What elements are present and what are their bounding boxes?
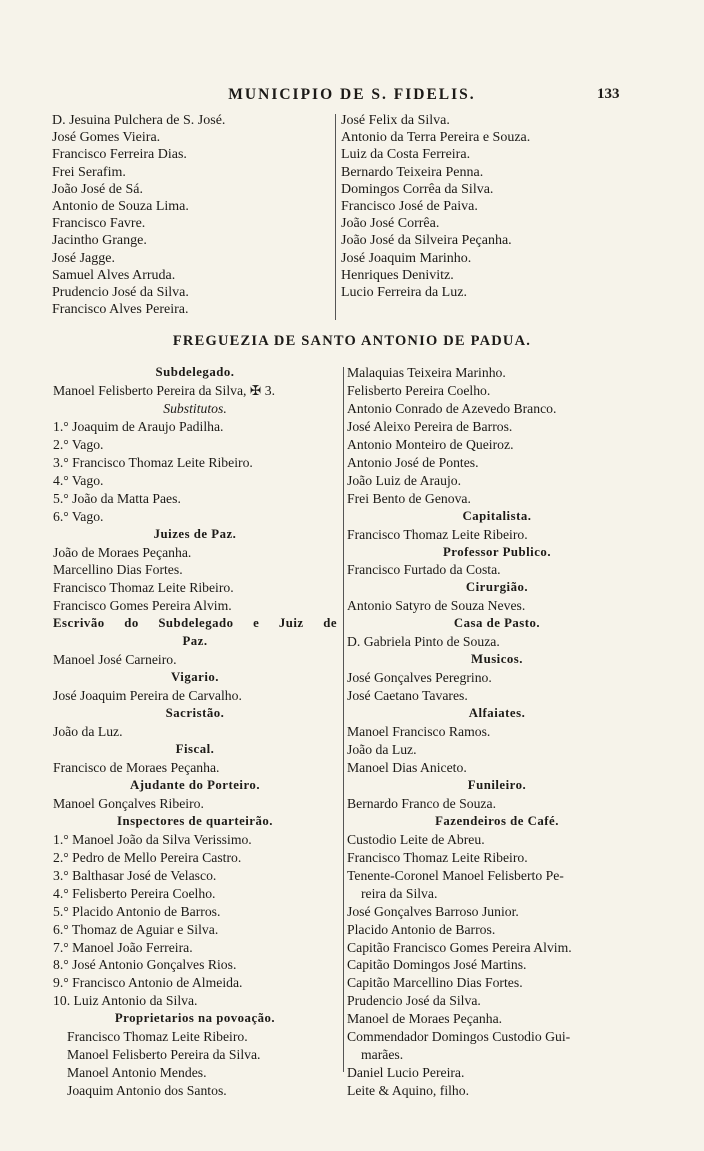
escrivao-heading-cont: Paz. — [182, 634, 208, 649]
list-item: 7.° Manoel João Ferreira. — [53, 939, 193, 955]
top-right-column — [341, 112, 530, 301]
list-item: Capitão Marcellino Dias Fortes. — [347, 975, 523, 991]
list-item: D. Jesuina Pulchera de S. José. — [52, 113, 226, 128]
page-number: 133 — [597, 86, 620, 102]
list-item: 3.° Balthasar José de Velasco. — [53, 867, 217, 883]
list-item: Francisco Thomaz Leite Ribeiro. — [67, 1029, 248, 1045]
column-divider — [335, 114, 336, 320]
list-item: Antonio José de Pontes. — [347, 454, 479, 470]
page-header-title: MUNICIPIO DE S. FIDELIS. — [228, 86, 476, 103]
escrivao-name: Manoel José Carneiro. — [53, 652, 177, 668]
sacristao-heading: Sacristão. — [165, 706, 225, 721]
list-item: 10. Luiz Antonio da Silva. — [53, 993, 198, 1009]
proprietarios-heading: Proprietarios na povoação. — [114, 1011, 276, 1026]
list-item: Daniel Lucio Pereira. — [347, 1065, 465, 1081]
funileiro-heading: Funileiro. — [467, 777, 527, 792]
sacristao-name: João da Luz. — [53, 724, 123, 740]
list-item: 5.° Placido Antonio de Barros. — [53, 903, 221, 919]
list-item: Custodio Leite de Abreu. — [347, 831, 485, 847]
list-item: Felisberto Pereira Coelho. — [347, 382, 491, 398]
list-item: José Caetano Tavares. — [347, 688, 468, 704]
list-item: Tenente-Coronel Manoel Felisberto Pe- — [347, 867, 564, 883]
list-item: José Felix da Silva. — [341, 113, 450, 128]
list-item: Marcellino Dias Fortes. — [53, 562, 183, 578]
list-item: João José da Silveira Peçanha. — [341, 233, 512, 249]
ajudante-heading: Ajudante do Porteiro. — [129, 777, 261, 792]
list-item-continuation: marães. — [361, 1047, 404, 1063]
section-title: FREGUEZIA DE SANTO ANTONIO DE PADUA. — [172, 333, 532, 349]
column-divider — [343, 367, 344, 1072]
list-item: Capitão Francisco Gomes Pereira Alvim. — [347, 939, 572, 955]
list-item: Manoel Antonio Mendes. — [67, 1065, 207, 1081]
fiscal-heading: Fiscal. — [175, 742, 215, 757]
list-item: João José de Sá. — [52, 181, 143, 197]
list-item: 8.° José Antonio Gonçalves Rios. — [53, 957, 237, 973]
list-item: José Gonçalves Barroso Junior. — [347, 903, 519, 919]
list-item: Malaquias Teixeira Marinho. — [347, 365, 506, 380]
capitalista-heading: Capitalista. — [462, 508, 532, 523]
funileiro-name: Bernardo Franco de Souza. — [347, 795, 496, 811]
list-item: Francisco Alves Pereira. — [52, 302, 189, 318]
cirurgiao-heading: Cirurgião. — [465, 580, 529, 595]
list-item: Francisco Favre. — [52, 216, 146, 232]
list-item: Francisco Thomaz Leite Ribeiro. — [53, 580, 234, 596]
cirurgiao-name: Antonio Satyro de Souza Neves. — [347, 598, 526, 614]
list-item: Prudencio José da Silva. — [52, 285, 189, 301]
list-item: Frei Bento de Genova. — [347, 490, 471, 506]
list-item: Francisco Gomes Pereira Alvim. — [53, 598, 232, 614]
list-item: 5.° João da Matta Paes. — [53, 490, 181, 506]
fazendeiros-heading: Fazendeiros de Café. — [435, 813, 559, 828]
list-item: 2.° Pedro de Mello Pereira Castro. — [53, 849, 242, 865]
alfaiates-heading: Alfaiates. — [468, 706, 526, 721]
list-item: João José Corrêa. — [341, 216, 440, 232]
list-item: Antonio da Terra Pereira e Souza. — [341, 130, 531, 146]
list-item: 6.° Vago. — [53, 508, 104, 524]
professor-heading: Professor Publico. — [442, 544, 552, 559]
list-item: Manoel de Moraes Peçanha. — [347, 1011, 503, 1027]
list-item: Lucio Ferreira da Luz. — [341, 285, 467, 301]
list-item: Henriques Denivitz. — [341, 267, 454, 283]
list-item: José Jagge. — [52, 250, 115, 266]
list-item: José Aleixo Pereira de Barros. — [347, 418, 513, 434]
list-item: Jacintho Grange. — [52, 233, 147, 249]
list-item: Prudencio José da Silva. — [347, 993, 481, 1009]
list-item: 1.° Manoel João da Silva Verissimo. — [53, 831, 252, 847]
capitalista-name: Francisco Thomaz Leite Ribeiro. — [347, 526, 528, 542]
list-item: 4.° Felisberto Pereira Coelho. — [53, 885, 216, 901]
list-item: Antonio de Souza Lima. — [52, 199, 189, 215]
subdelegado-heading: Subdelegado. — [155, 365, 235, 379]
juizes-heading: Juizes de Paz. — [153, 526, 237, 541]
list-item: 4.° Vago. — [53, 472, 104, 488]
list-item: Capitão Domingos José Martins. — [347, 957, 527, 973]
list-item: José Joaquim Marinho. — [341, 250, 472, 266]
subdelegado-name: Manoel Felisberto Pereira da Silva, ✠ 3. — [53, 382, 276, 398]
list-item: 3.° Francisco Thomaz Leite Ribeiro. — [53, 454, 253, 470]
list-item: João da Luz. — [347, 742, 417, 758]
list-item: João de Moraes Peçanha. — [53, 544, 192, 560]
list-item: Manoel Francisco Ramos. — [347, 724, 491, 740]
list-item: José Gomes Vieira. — [52, 130, 161, 146]
musicos-heading: Musicos. — [471, 652, 523, 667]
list-item: Antonio Conrado de Azevedo Branco. — [347, 400, 557, 416]
fiscal-name: Francisco de Moraes Peçanha. — [53, 759, 220, 775]
list-item: Manoel Felisberto Pereira da Silva. — [67, 1047, 261, 1063]
padua-left-column — [53, 364, 337, 1100]
ajudante-name: Manoel Gonçalves Ribeiro. — [53, 795, 204, 811]
list-item: Antonio Monteiro de Queiroz. — [347, 436, 514, 452]
list-item: Placido Antonio de Barros. — [347, 921, 496, 937]
casa-de-pasto-name: D. Gabriela Pinto de Souza. — [347, 634, 500, 650]
list-item: 6.° Thomaz de Aguiar e Silva. — [53, 921, 219, 937]
list-item: Domingos Corrêa da Silva. — [341, 181, 494, 197]
professor-name: Francisco Furtado da Costa. — [347, 562, 501, 578]
list-item: Commendador Domingos Custodio Gui- — [347, 1029, 571, 1045]
list-item: Joaquim Antonio dos Santos. — [67, 1083, 227, 1099]
list-item: 1.° Joaquim de Araujo Padilha. — [53, 418, 224, 434]
vigario-heading: Vigario. — [171, 670, 219, 685]
top-left-column — [52, 112, 225, 318]
substitutos-heading: Substitutos. — [163, 400, 227, 416]
list-item: Leite & Aquino, filho. — [347, 1083, 470, 1099]
list-item: Samuel Alves Arruda. — [52, 267, 176, 283]
list-item: Bernardo Teixeira Penna. — [341, 164, 484, 180]
list-item: José Gonçalves Peregrino. — [347, 670, 492, 686]
escrivao-heading: Escrivão do Subdelegado e Juiz de — [53, 616, 337, 631]
list-item: Manoel Dias Aniceto. — [347, 759, 467, 775]
inspectores-heading: Inspectores de quarteirão. — [116, 813, 273, 828]
list-item-continuation: reira da Silva. — [361, 885, 438, 901]
casa-de-pasto-heading: Casa de Pasto. — [453, 616, 541, 631]
list-item: Francisco Ferreira Dias. — [52, 147, 187, 163]
list-item: Francisco Thomaz Leite Ribeiro. — [347, 849, 528, 865]
list-item: Luiz da Costa Ferreira. — [341, 147, 471, 163]
list-item: Frei Serafim. — [52, 164, 126, 180]
padua-right-column — [347, 364, 647, 1100]
list-item: Francisco José de Paiva. — [341, 199, 478, 215]
list-item: 2.° Vago. — [53, 436, 104, 452]
list-item: 9.° Francisco Antonio de Almeida. — [53, 975, 243, 991]
list-item: João Luiz de Araujo. — [347, 472, 462, 488]
vigario-name: José Joaquim Pereira de Carvalho. — [53, 688, 242, 704]
